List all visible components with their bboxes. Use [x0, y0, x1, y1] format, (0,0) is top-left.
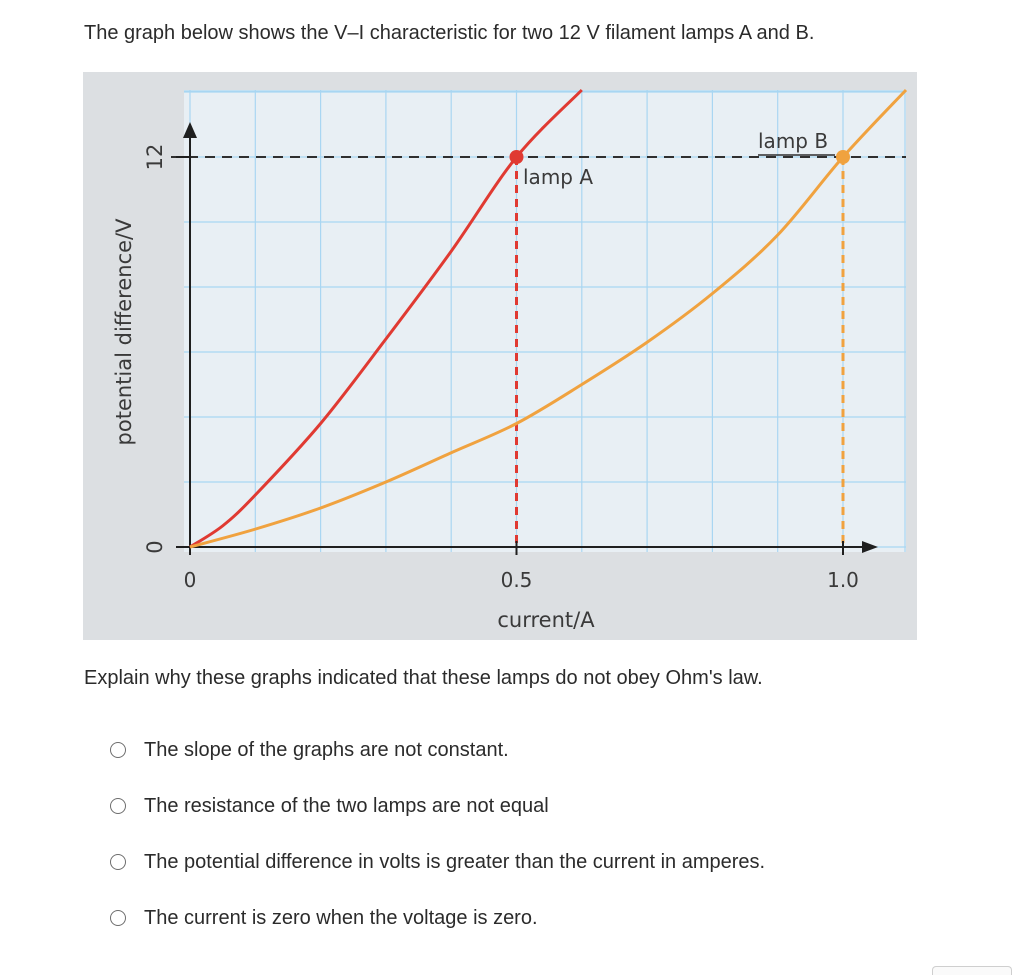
answer-option[interactable] [110, 722, 765, 778]
y-tick-label: 12 [143, 143, 167, 171]
series-label-lamp-b: lamp B [758, 129, 829, 153]
x-tick-label: 0.5 [500, 568, 533, 592]
answer-option[interactable] [110, 834, 765, 890]
answer-options [110, 722, 765, 946]
answer-option[interactable] [110, 778, 765, 834]
radio-button[interactable] [110, 910, 126, 926]
y-tick-label: 0 [143, 540, 167, 554]
series-label-lamp-a: lamp A [523, 165, 594, 189]
plot-area [184, 90, 906, 552]
y-axis-label: potential difference/V [112, 218, 136, 446]
vi-chart [83, 72, 917, 640]
x-tick-label: 1.0 [827, 568, 859, 592]
answer-option-label: The current is zero when the voltage is zero. [144, 906, 538, 929]
answer-option[interactable] [110, 890, 765, 946]
answer-option-label: The potential difference in volts is greater than the current in amperes. [144, 850, 766, 873]
next-button[interactable] [932, 966, 1012, 975]
data-point-lamp-a [510, 150, 524, 164]
data-point-lamp-b [836, 150, 850, 164]
answer-option-label: The resistance of the two lamps are not equal [144, 794, 549, 817]
radio-button[interactable] [110, 798, 126, 814]
x-tick-label: 0 [183, 568, 197, 592]
question-intro: The graph below shows the V–I characteristic for two 12 V filament lamps A and B. [84, 22, 815, 44]
vi-characteristic-figure [83, 72, 917, 640]
answer-option-label: The slope of the graphs are not constant. [144, 738, 509, 761]
x-axis-label: current/A [497, 608, 595, 632]
radio-button[interactable] [110, 854, 126, 870]
radio-button[interactable] [110, 742, 126, 758]
question-prompt: Explain why these graphs indicated that these lamps do not obey Ohm's law. [84, 667, 763, 689]
